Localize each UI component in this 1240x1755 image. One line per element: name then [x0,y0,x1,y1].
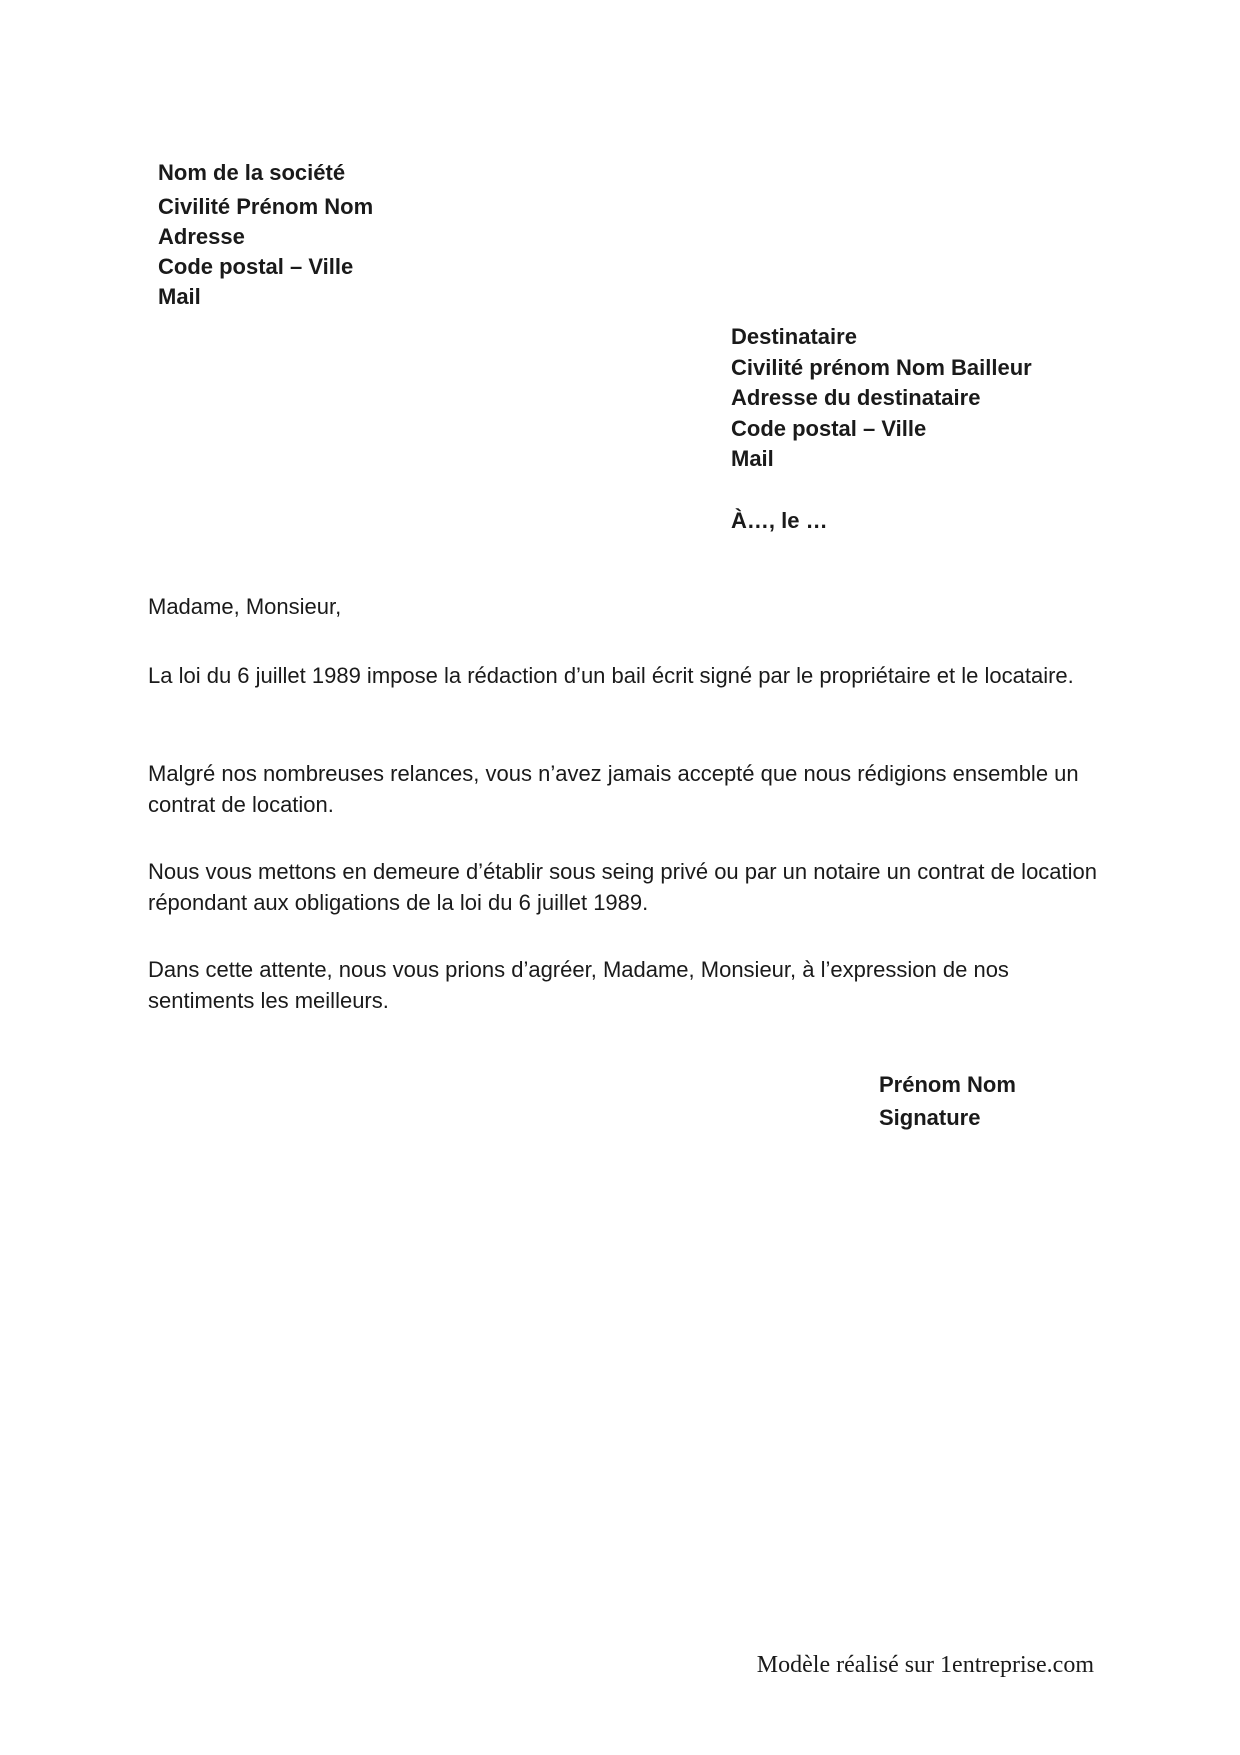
letter-paragraph [148,955,1108,1016]
paragraph-text: Dans cette attente, nous vous prions d’agréer, Madame, Monsieur, à l’expression de nos sentiments les meilleurs. [148,957,1009,1013]
recipient-name: Civilité prénom Nom Bailleur [731,354,1032,380]
paragraph-text: La loi du 6 juillet 1989 impose la rédaction d’un bail écrit signé par le propriétaire et le locataire. [148,663,1074,688]
recipient-mail: Mail [731,446,774,471]
recipient-block [731,322,1032,475]
recipient-city: Code postal – Ville [731,415,927,441]
sender-mail: Mail [158,284,201,309]
sender-name: Civilité Prénom Nom [158,194,374,219]
letter-paragraph [148,759,1108,820]
signature-name: Prénom Nom [879,1072,1016,1097]
place-date: À…, le … [731,508,828,533]
signature-block [879,1068,1016,1134]
paragraph-text: Nous vous mettons en demeure d’établir sous seing privé ou par un notaire un contrat de location répondant aux obligations de la loi du 6 juillet 1989. [148,859,1098,915]
recipient-address: Adresse du destinataire [731,385,981,410]
sender-block [158,158,373,312]
sender-company: Nom de la société [158,160,346,185]
sender-city: Code postal – Ville [158,254,354,279]
recipient-label: Destinataire [731,324,857,349]
letter-paragraph [148,857,1108,918]
sender-address: Adresse [158,224,245,249]
letter-paragraph [148,661,1108,692]
signature-label: Signature [879,1105,981,1130]
paragraph-text: Malgré nos nombreuses relances, vous n’avez jamais accepté que nous rédigions ensemble un contrat de location. [148,761,1079,817]
footer-credit: Modèle réalisé sur 1entreprise.com [756,1652,1094,1678]
salutation: Madame, Monsieur, [148,594,342,619]
